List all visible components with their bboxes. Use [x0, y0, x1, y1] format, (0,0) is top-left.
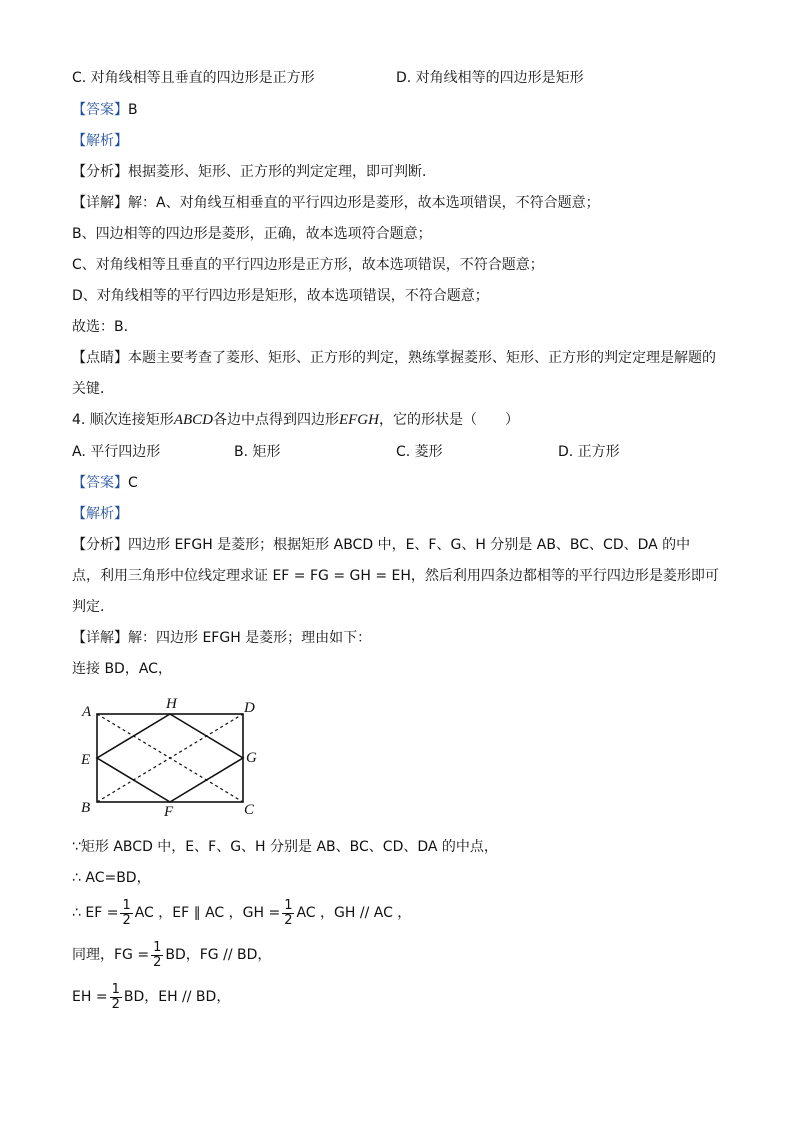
label-h: H [166, 696, 177, 712]
label-g: G [246, 750, 257, 766]
q3-xiangjie-c: C、对角线相等且垂直的平行四边形是正方形，故本选项错误，不符合题意； [72, 257, 544, 273]
stem-abcd: ABCD [173, 412, 213, 428]
q3-xiangjie-d: D、对角线相等的平行四边形是矩形，故本选项错误，不符合题意； [72, 288, 489, 304]
q3-dianjing-2: 关键． [72, 381, 114, 397]
xiangjie-a: 解：A、对角线互相垂直的平行四边形是菱形，故本选项错误，不符合题意； [128, 195, 600, 211]
answer-tag: 【答案】 [72, 475, 128, 491]
label-e: E [81, 752, 91, 768]
q4-fg-line [72, 938, 271, 972]
stem-mid: 各边中点得到四边形 [212, 412, 339, 428]
answer-tag: 【答案】 [72, 102, 128, 118]
option-c: C. 对角线相等且垂直的四边形是正方形 [72, 70, 315, 86]
xiangjie-tag: 【详解】 [72, 630, 128, 646]
label-a: A [82, 704, 92, 720]
frac-num: 1 [111, 981, 120, 997]
fraction-half [151, 941, 163, 970]
q4-since: ∵矩形 ABCD 中，E、F、G、H 分别是 AB、BC、CD、DA 的中点， [72, 839, 498, 855]
stem-efgh: EFGH [338, 412, 379, 428]
fenxi-tag: 【分析】 [72, 164, 128, 180]
eh-rhs: BD，EH // BD， [123, 989, 231, 1005]
fenxi-tag: 【分析】 [72, 537, 128, 553]
q4-fenxi [72, 535, 690, 555]
ef-rhs: AC ，EF ∥ AC ，GH = [134, 905, 281, 921]
fraction-half [282, 899, 294, 928]
q3-jiexi-tag: 【解析】 [72, 133, 128, 149]
ef-lhs: ∴ EF = [72, 905, 119, 921]
fraction-half [120, 899, 132, 928]
q3-xiangjie [72, 193, 600, 213]
dianjing-text: 本题主要考查了菱形、矩形、正方形的判定，熟练掌握菱形、矩形、正方形的判定定理是解题的 [128, 350, 716, 366]
q4-jiexi-tag: 【解析】 [72, 506, 128, 522]
label-c: C [244, 802, 255, 818]
fraction-half [110, 983, 122, 1012]
q4-xiangjie [72, 628, 371, 648]
q4-therefore: ∴ AC=BD， [72, 870, 151, 886]
xiangjie-tag: 【详解】 [72, 195, 128, 211]
fenxi-text: 根据菱形、矩形、正方形的判定定理，即可判断． [128, 164, 436, 180]
answer-value: B [128, 102, 138, 118]
q4-fenxi-2: 点，利用三角形中位线定理求证 EF = FG = GH = EH，然后利用四条边都相等的平行四边形是菱形即可 [72, 568, 719, 584]
q4-option-c: C. 菱形 [396, 444, 443, 460]
label-f: F [164, 804, 174, 820]
eh-lhs: EH = [72, 989, 108, 1005]
frac-den: 2 [284, 912, 293, 928]
q3-dianjing [72, 348, 716, 368]
answer-value: C [128, 475, 138, 491]
q4-fenxi-3: 判定． [72, 599, 114, 615]
q4-option-b: B. 矩形 [234, 444, 281, 460]
q3-fenxi [72, 162, 436, 182]
frac-num: 1 [284, 897, 293, 913]
q4-option-a: A. 平行四边形 [72, 444, 161, 460]
gh-rhs: AC ，GH // AC ， [296, 905, 412, 921]
stem-post: ，它的形状是（ ） [378, 412, 519, 428]
option-d: D. 对角线相等的四边形是矩形 [396, 70, 584, 86]
q3-guxuan: 故选：B． [72, 319, 138, 335]
frac-num: 1 [122, 897, 131, 913]
stem-pre: 4. 顺次连接矩形 [72, 412, 174, 428]
frac-den: 2 [153, 954, 162, 970]
q4-eh-line [72, 980, 230, 1014]
q4-stem [72, 410, 519, 430]
q3-answer [72, 100, 138, 120]
q4-ef-line [72, 896, 411, 930]
xiangjie-text: 解：四边形 EFGH 是菱形；理由如下： [128, 630, 372, 646]
dianjing-tag: 【点睛】 [72, 350, 128, 366]
q4-connect: 连接 BD，AC， [72, 661, 172, 677]
q4-option-d: D. 正方形 [558, 444, 620, 460]
frac-den: 2 [122, 912, 131, 928]
rectangle-figure [78, 694, 268, 820]
fg-lhs: 同理，FG = [72, 947, 150, 963]
fenxi-text: 四边形 EFGH 是菱形；根据矩形 ABCD 中，E、F、G、H 分别是 AB、BC、CD、DA 的中 [128, 537, 691, 553]
q4-answer [72, 473, 138, 493]
frac-num: 1 [153, 939, 162, 955]
label-d: D [244, 700, 255, 716]
label-b: B [81, 800, 91, 816]
frac-den: 2 [111, 996, 120, 1012]
q3-xiangjie-b: B、四边相等的四边形是菱形，正确，故本选项符合题意； [72, 226, 432, 242]
fg-rhs: BD，FG // BD， [165, 947, 272, 963]
